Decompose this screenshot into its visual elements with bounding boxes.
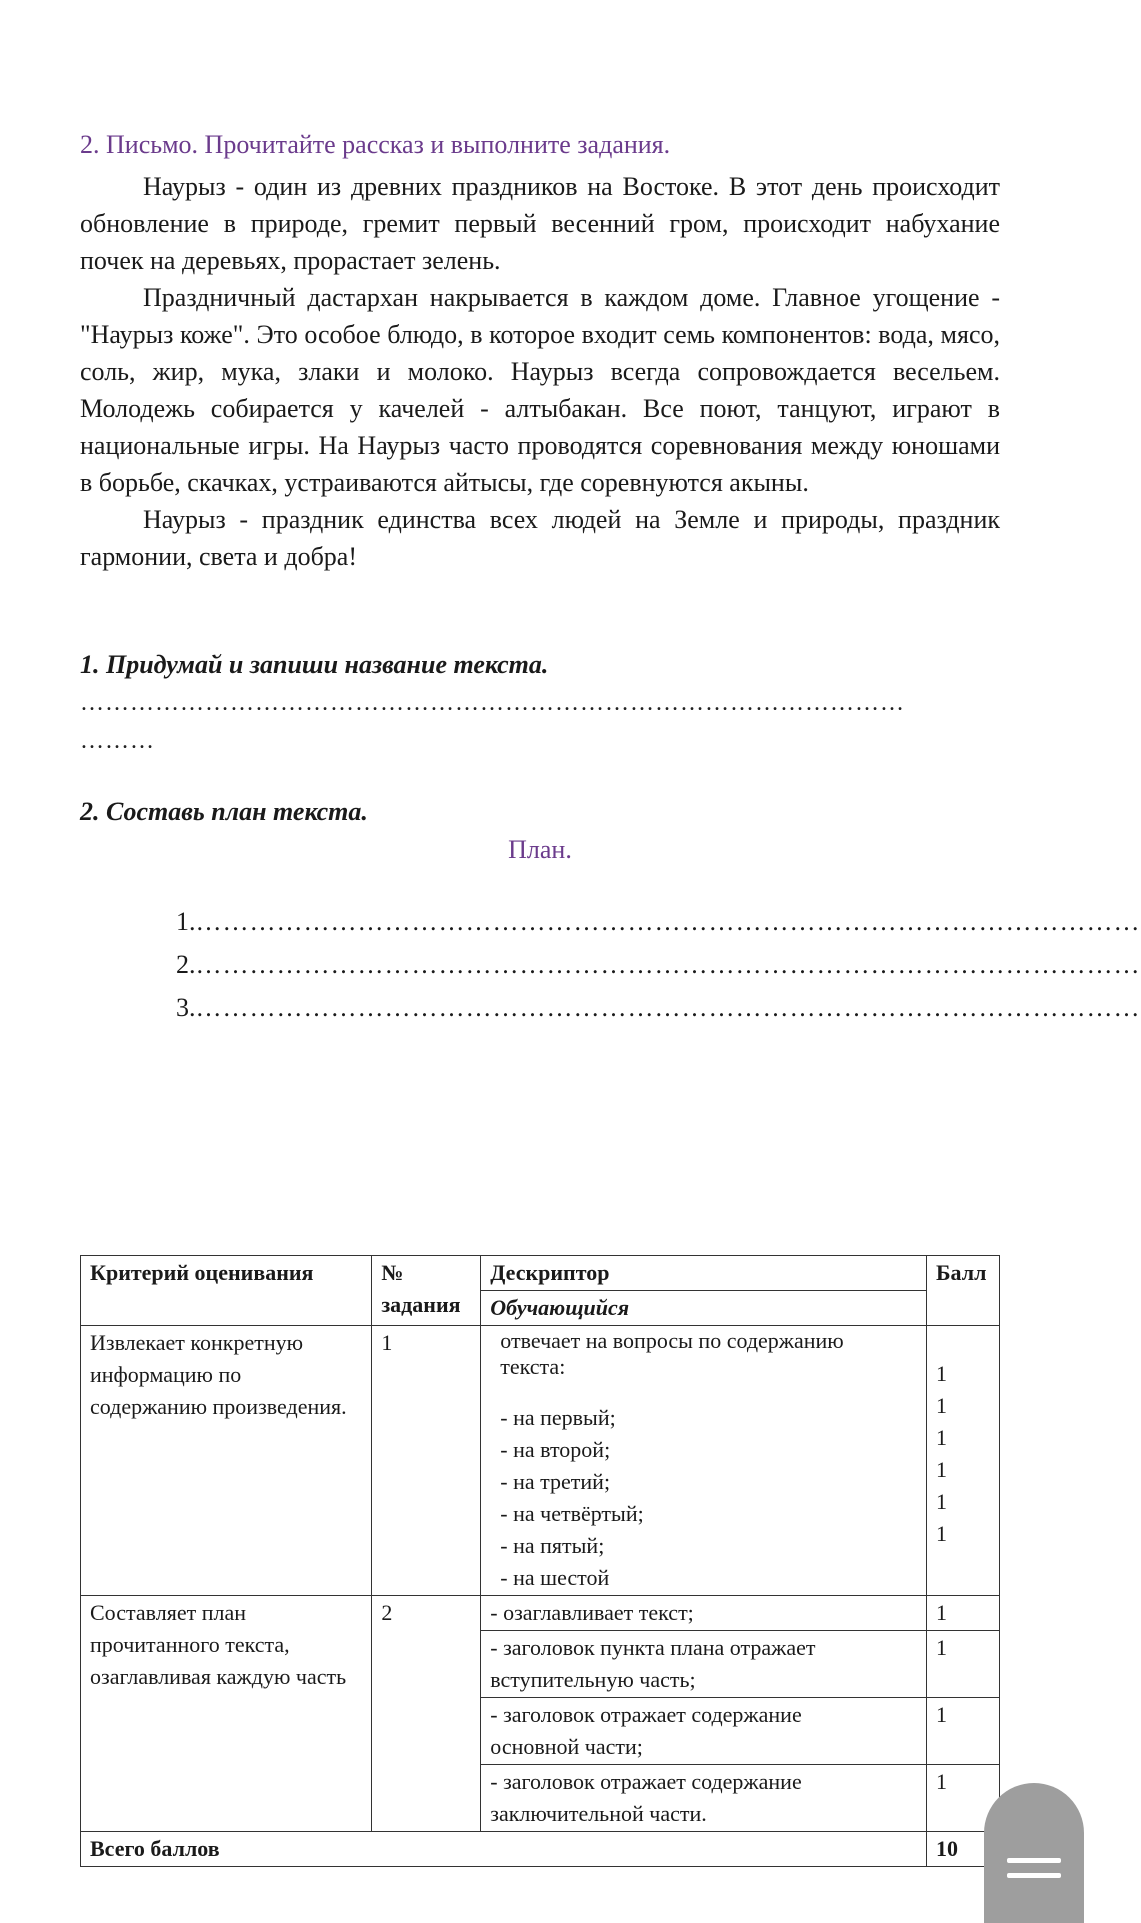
- menu-icon-bar: [1007, 1873, 1061, 1878]
- task2-title: 2. Составь план текста.: [80, 797, 368, 826]
- list-item: - на первый;: [500, 1405, 616, 1430]
- score-value: 1: [935, 1521, 947, 1546]
- list-item: - на четвёртый;: [500, 1501, 644, 1526]
- plan-item-3[interactable]: [176, 993, 1141, 1023]
- section-heading: 2. Письмо. Прочитайте рассказ и выполните задания.: [80, 130, 671, 159]
- task-no-cell: 2: [372, 1596, 481, 1832]
- score-value: 1: [935, 1393, 947, 1418]
- header-criterion: Критерий оценивания: [81, 1256, 372, 1326]
- score-cell: [926, 1326, 999, 1596]
- plan-item-dots: ……………………………………………………………………………………………: [195, 907, 1141, 936]
- menu-icon: [1007, 1858, 1061, 1863]
- task1-answer-line-cont: ………: [80, 728, 155, 754]
- plan-item-dots: ……………………………………………………………………………………………: [195, 993, 1141, 1022]
- descriptor-cell: - заголовок пункта плана отражает вступительную часть;: [481, 1631, 927, 1698]
- score-cell: 1: [926, 1698, 999, 1765]
- total-value: 10: [926, 1832, 999, 1867]
- descriptor-intro: отвечает на вопросы по содержанию текста:: [500, 1328, 844, 1379]
- task1-title: 1. Придумай и запиши название текста.: [80, 650, 549, 679]
- criterion-cell: Составляет план прочитанного текста, озаглавливая каждую часть: [81, 1596, 372, 1832]
- table-row: [81, 1326, 1000, 1596]
- plan-item-number: 1.: [176, 907, 196, 936]
- score-cell: 1: [926, 1596, 999, 1631]
- criterion-cell: Извлекает конкретную информацию по содержанию произведения.: [81, 1326, 372, 1596]
- score-cell: 1: [926, 1765, 999, 1832]
- header-learner: Обучающийся: [481, 1291, 927, 1326]
- header-task-no: [372, 1256, 481, 1326]
- plan-title: План.: [508, 835, 572, 864]
- table-header-row: [81, 1256, 1000, 1291]
- score-value: 1: [935, 1489, 947, 1514]
- table-total-row: [81, 1832, 1000, 1867]
- menu-button[interactable]: [984, 1783, 1084, 1923]
- score-value: 1: [935, 1457, 947, 1482]
- descriptor-cell: [481, 1698, 927, 1765]
- descriptor-text: - заголовок отражает содержание заключительной части.: [490, 1769, 802, 1826]
- list-item: - на пятый;: [500, 1533, 605, 1558]
- descriptor-text: - заголовок отражает содержание основной части;: [490, 1702, 802, 1759]
- descriptor-list: [490, 1402, 917, 1594]
- task-no-cell: 1: [372, 1326, 481, 1596]
- assessment-table: [80, 1255, 1000, 1867]
- score-cell: 1: [926, 1631, 999, 1698]
- plan-item-number: 2.: [176, 950, 196, 979]
- story-paragraph: Наурыз - один из древних праздников на Востоке. В этот день происходит обновление в природе, гремит первый весенний гром, происходит набухание почек на деревьях, прорастает зелень.: [80, 172, 1000, 275]
- story-text: [80, 168, 1000, 575]
- task1-answer-line[interactable]: ………………………………………………………………………………………: [80, 690, 905, 716]
- story-paragraph: Праздничный дастархан накрывается в каждом доме. Главное угощение - "Наурыз коже". Это особое блюдо, в которое входит семь компонентов: вода, мясо, соль, жир, мука, злаки и молоко. Наурыз всегда сопровождается весельем. Молодежь собирается у качелей - алтыбакан. Все поют, танцуют, играют в национальные игры. На Наурыз часто проводятся соревнования между юношами в борьбе, скачках, устраиваются айтысы, где соревнуются акыны.: [80, 283, 1000, 497]
- total-label: Всего баллов: [81, 1832, 927, 1867]
- header-score: Балл: [926, 1256, 999, 1326]
- plan-item-2[interactable]: [176, 950, 1141, 980]
- header-task-no-line1: №: [381, 1260, 404, 1285]
- list-item: - на третий;: [500, 1469, 611, 1494]
- score-value: 1: [935, 1361, 947, 1386]
- header-descriptor: Дескриптор: [481, 1256, 927, 1291]
- plan-item-1[interactable]: [176, 907, 1141, 937]
- story-paragraph: Наурыз - праздник единства всех людей на Земле и природы, праздник гармонии, света и добра!: [80, 505, 1000, 571]
- plan-item-number: 3.: [176, 993, 196, 1022]
- plan-item-dots: ……………………………………………………………………………………………: [195, 950, 1141, 979]
- descriptor-cell: - озаглавливает текст;: [481, 1596, 927, 1631]
- list-item: - на второй;: [500, 1437, 611, 1462]
- table-row: [81, 1596, 1000, 1631]
- list-item: - на шестой: [500, 1565, 610, 1590]
- descriptor-cell: [481, 1326, 927, 1596]
- score-value: 1: [935, 1425, 947, 1450]
- header-task-no-line2: задания: [381, 1292, 461, 1317]
- descriptor-cell: [481, 1765, 927, 1832]
